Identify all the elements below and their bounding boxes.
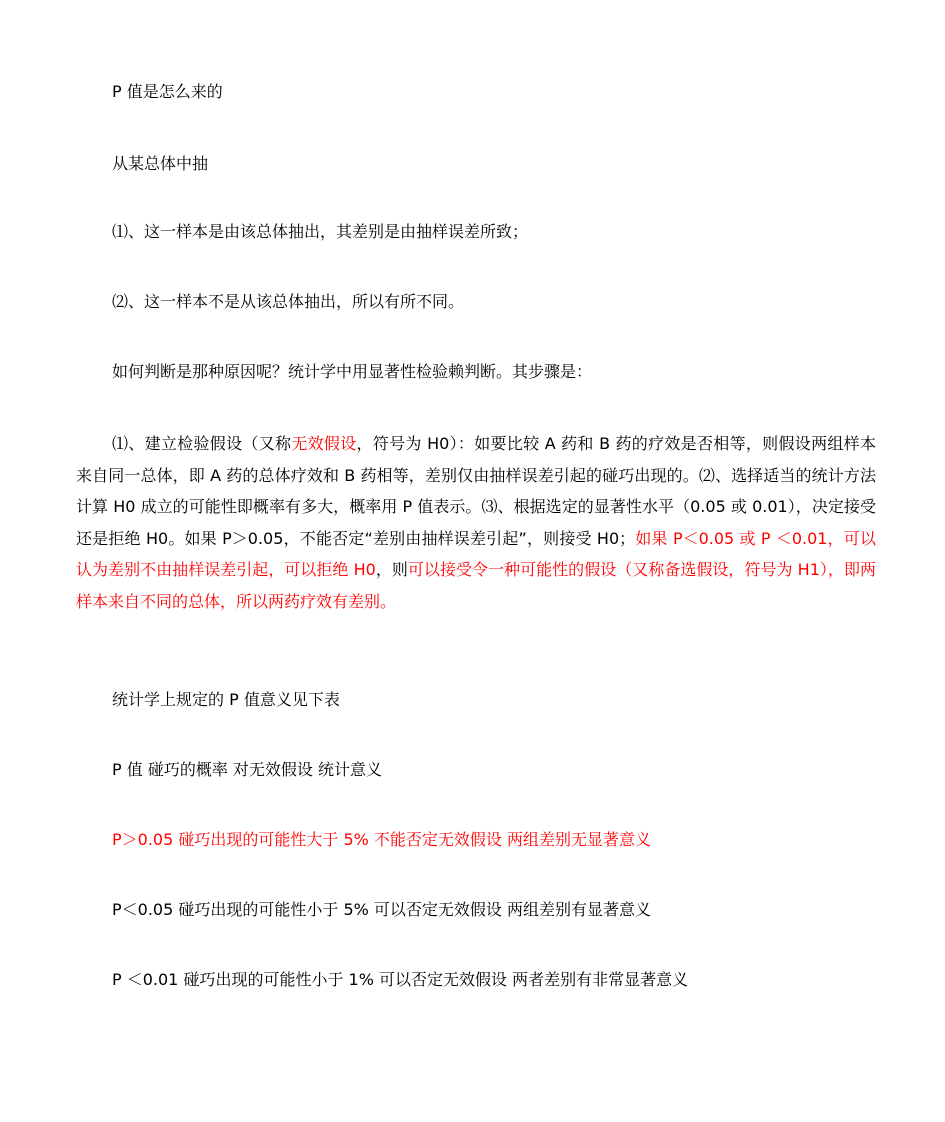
reason-item-2: ⑵、这一样本不是从该总体抽出，所以有所不同。 bbox=[112, 292, 465, 311]
reason-item-1: ⑴、这一样本是由该总体抽出，其差别是由抽样误差所致； bbox=[112, 222, 529, 241]
steps-paragraph bbox=[76, 428, 876, 618]
table-header-row: P 值 碰巧的概率 对无效假设 统计意义 bbox=[112, 760, 382, 779]
question-line: 如何判断是那种原因呢？统计学中用显著性检验赖判断。其步骤是： bbox=[112, 362, 593, 381]
table-row: P ＜0.01 碰巧出现的可能性小于 1% 可以否定无效假设 两者差别有非常显著意义 bbox=[112, 970, 689, 989]
steps-highlight-accept: 可以接受令一种可能性的假设（又称备选假设，符号为 H1），即两样本来自不同的总体，所以两药疗效有差别。 bbox=[76, 560, 876, 611]
steps-highlight-reject: 如果 P＜0.05 或 P ＜0.01，可以认为差别不由抽样误差引起，可以拒绝 H0 bbox=[76, 528, 876, 580]
section-heading: P 值是怎么来的 bbox=[112, 82, 223, 101]
table-row: P＞0.05 碰巧出现的可能性大于 5% 不能否定无效假设 两组差别无显著意义 bbox=[112, 830, 652, 849]
table-row: P＜0.05 碰巧出现的可能性小于 5% 可以否定无效假设 两组差别有显著意义 bbox=[112, 900, 652, 919]
steps-text-3: ，则 bbox=[375, 560, 408, 580]
steps-text-2: ，符号为 H0）：如要比较 A 药和 B 药的疗效是否相等，则假设两组样本来自同一总体，即 A 药的总体疗效和 B 药相等，差别仅由抽样误差引起的碰巧出现的。⑵、选择适当的统计方法计算 H0 成立的可能性即概率有多大，概率用 P 值表示。⑶、根据选定的显著性水平（0.05 或 0.01），决定接受还是拒绝 H0。如果 P＞0.05，不能否定“差别由抽样误差引起”，则接受 H0； bbox=[76, 434, 876, 548]
steps-text-1: ⑴、建立检验假设（又称 bbox=[112, 434, 292, 453]
steps-highlight-null-hypothesis: 无效假设 bbox=[291, 434, 357, 453]
table-intro: 统计学上规定的 P 值意义见下表 bbox=[112, 690, 340, 709]
intro-line: 从某总体中抽 bbox=[112, 154, 209, 173]
